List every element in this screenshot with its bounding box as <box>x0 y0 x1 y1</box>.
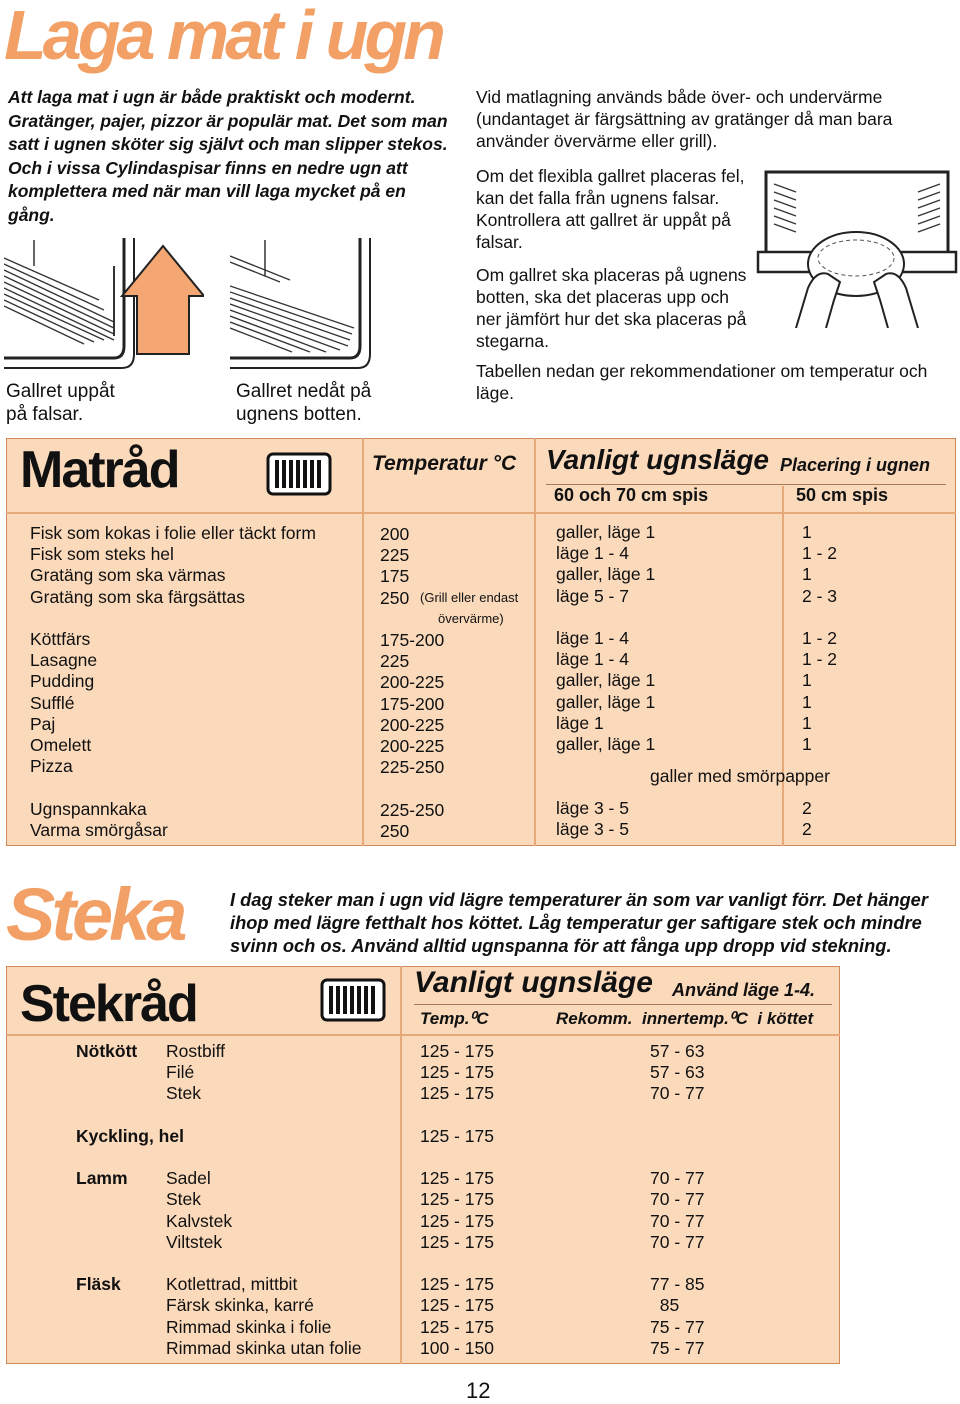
matrad-title: Matråd <box>20 441 179 499</box>
caption-rack-up-line-2: på falsar. <box>6 404 84 425</box>
matrad-placement-50-a: 1 1 - 2 1 2 - 3 1 - 2 1 - 2 1 1 1 1 <box>802 522 838 755</box>
stekrad-subheader-rule <box>414 1004 832 1005</box>
steka-paragraph: I dag steker man i ugn vid lägre temperaturer än som var vanligt förr. Det hänger ihop med lägre fetthalt hos köttet. Låg temperatur ger saftigare stek och mindre svinn och os. Använd alltid ugnspanna för att fånga upp dropp vid stekning. <box>230 889 928 956</box>
matrad-temps-b: 175-200 225 200-225 175-200 200-225 200-225 225-250 225-250 250 <box>380 630 445 841</box>
matrad-col-divider-1 <box>362 438 364 846</box>
matrad-placement-50-b: 2 2 <box>802 798 812 840</box>
matrad-col-divider-2 <box>534 438 536 846</box>
matrad-col-divider-3 <box>782 486 784 846</box>
stekrad-inner-temp-column: 57 - 63 57 - 63 70 - 77 70 - 77 70 - 77 70 - 77 70 - 77 77 - 85 85 75 - 77 75 - 77 <box>650 1041 705 1358</box>
matrad-grill-note-2: övervärme) <box>438 611 504 626</box>
right-paragraph-4: Tabellen nedan ger rekommendationer om temperatur och läge. <box>476 361 928 403</box>
caption-rack-down <box>236 380 371 426</box>
matrad-col-placement: Placering i ugnen <box>780 455 931 475</box>
stekrad-meat-column: Nötkött Kyckling, hel Lamm Fläsk <box>76 1041 184 1295</box>
matrad-placement-60-70-a: galler, läge 1 läge 1 - 4 galler, läge 1 läge 5 - 7 läge 1 - 4 läge 1 - 4 galler, läge 1 galler, läge 1 läge 1 galler, läge 1 <box>556 522 656 755</box>
oven-grill-icon <box>320 978 386 1022</box>
caption-rack-down-line-2: ugnens botten. <box>236 404 362 425</box>
stekrad-title: Stekråd <box>20 975 197 1033</box>
matrad-col-mode: Vanligt ugnsläge <box>546 444 769 475</box>
matrad-header-divider <box>6 512 956 514</box>
page-number: 12 <box>466 1378 491 1403</box>
stekrad-col-inner-temp: Rekomm. innertemp.⁰C i köttet <box>556 1009 814 1028</box>
oven-rack-down-illustration <box>230 236 410 371</box>
caption-rack-up-line-1: Gallret uppåt <box>6 381 115 402</box>
page-title: Laga mat i ugn <box>4 0 442 74</box>
stekrad-col-temp: Temp.⁰C <box>420 1009 489 1028</box>
oven-rack-up-illustration <box>4 236 204 371</box>
oven-grill-icon <box>266 452 332 496</box>
matrad-grill-note-1: (Grill eller endast <box>420 590 519 605</box>
stekrad-header-divider <box>6 1034 840 1036</box>
steka-title: Steka <box>6 873 184 956</box>
matrad-col-60-70: 60 och 70 cm spis <box>554 485 709 505</box>
right-paragraph-3: Om gallret ska placeras på ugnens botten, ska det placeras upp och ner jämfört hur det ska placeras på stegarna. <box>476 265 747 351</box>
matrad-pizza-note: galler med smörpapper <box>650 766 830 786</box>
caption-rack-up <box>6 380 115 426</box>
stekrad-col-divider <box>400 966 402 1364</box>
right-paragraph-2: Om det flexibla gallret placeras fel, kan det falla från ugnens falsar. Kontrollera att gallret är uppåt på falsar. <box>476 166 745 252</box>
matrad-dishes-column: Fisk som kokas i folie eller täckt form Fisk som steks hel Gratäng som ska värmas Gratäng som ska färgsättas Köttfärs Lasagne Pudding Sufflé Paj Omelett Pizza Ugnspannkaka Varma smörgåsar <box>30 523 316 840</box>
matrad-col-temperature: Temperatur °C <box>372 452 517 475</box>
matrad-placement-60-70-b: läge 3 - 5 läge 3 - 5 <box>556 798 629 840</box>
caption-rack-down-line-1: Gallret nedåt på <box>236 381 372 402</box>
stekrad-col-mode: Vanligt ugnsläge <box>414 966 653 999</box>
stekrad-cut-column: Rostbiff Filé Stek Sadel Stek Kalvstek Viltstek Kotlettrad, mittbit Färsk skinka, karré Rimmad skinka i folie Rimmad skinka utan folie <box>166 1041 362 1358</box>
stekrad-col-mode-note: Använd läge 1-4. <box>672 980 816 1000</box>
stekrad-temp-column: 125 - 175 125 - 175 125 - 175 125 - 175 125 - 175 125 - 175 125 - 175 125 - 175 125 - 175 125 - 175 125 - 175 100 - 150 <box>420 1041 494 1358</box>
hands-placing-rack-illustration <box>756 170 958 328</box>
matrad-temps-a: 200 225 175 250 <box>380 524 410 608</box>
matrad-col-50: 50 cm spis <box>796 485 889 505</box>
intro-paragraph: Att laga mat i ugn är både praktiskt och modernt. Gratänger, pajer, pizzor är populär mat. Det som man satt i ugnen sköter sig självt och man slipper stekos. Och i vissa Cylindaspisar finns en nedre ugn att komplettera med när man vill laga mycket på en gång. <box>8 87 448 225</box>
right-paragraph-1: Vid matlagning används både över- och undervärme (undantaget är färgsättning av gratänger då man bara använder övervärme eller grill). <box>476 87 893 151</box>
